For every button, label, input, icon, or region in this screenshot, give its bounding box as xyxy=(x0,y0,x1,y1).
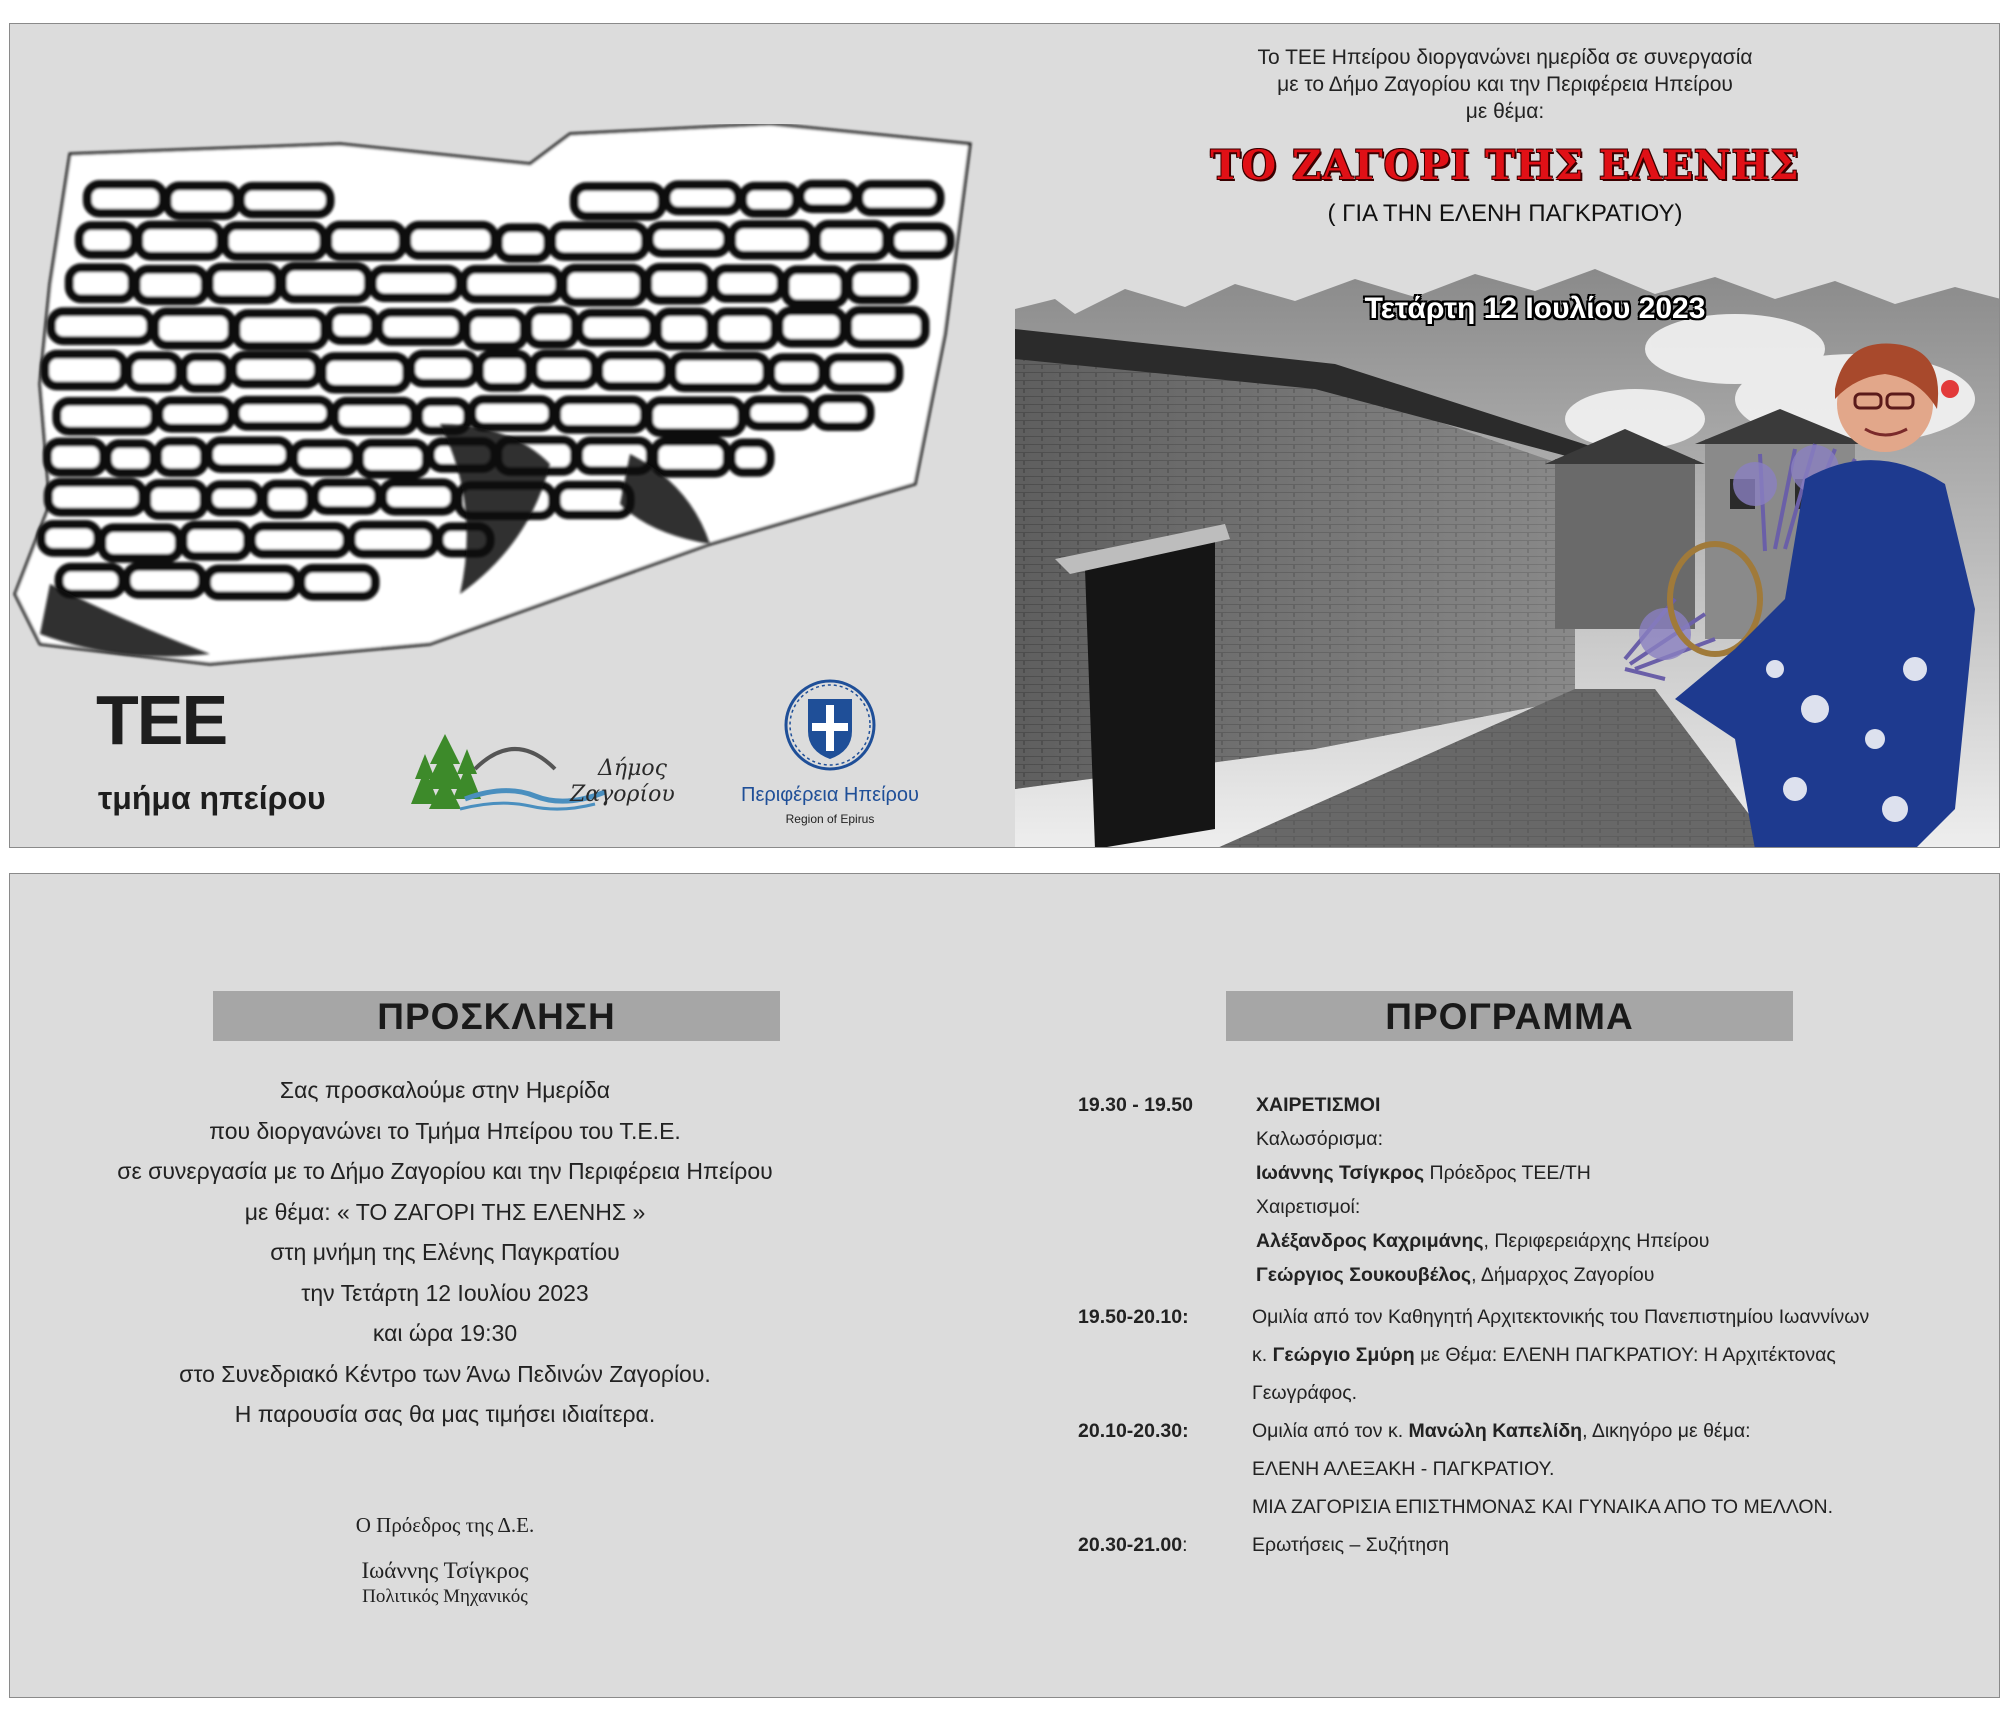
invitation-line: την Τετάρτη 12 Ιουλίου 2023 xyxy=(301,1279,589,1306)
invitation-text xyxy=(50,1070,840,1435)
wall-stone xyxy=(209,441,290,469)
tee-logo-subtitle: τμήμα ηπείρου xyxy=(98,780,326,816)
wall-stone xyxy=(183,525,247,556)
invitation-line: και ώρα 19:30 xyxy=(372,1320,518,1346)
wall-stone xyxy=(480,354,530,387)
wall-stone xyxy=(599,356,668,387)
invitation-line: με θέμα: « ΤΟ ΖΑΓΟΡΙ ΤΗΣ ΕΛΕΝΗΣ » xyxy=(244,1198,646,1225)
signature-block xyxy=(50,1511,840,1609)
event-intro xyxy=(1010,44,2000,125)
tee-logo xyxy=(88,680,398,840)
program-time: 19.30 - 19.50 xyxy=(1078,1094,1193,1116)
zagori-logo-line2: Ζαγορίου xyxy=(570,782,675,807)
wall-stone xyxy=(236,314,325,346)
wall-stone xyxy=(241,186,330,214)
program-time: 20.30-21.00 xyxy=(1078,1534,1183,1556)
program-line: Ομιλία από τον Καθηγητή Αρχιτεκτονικής του Πανεπιστημίου Ιωαννίνων xyxy=(1252,1306,1870,1328)
program-time-suffix: : xyxy=(1182,1534,1188,1556)
wall-stone xyxy=(147,484,204,516)
wall-stone xyxy=(715,312,775,346)
wall-stone xyxy=(139,225,221,256)
signature-title: Πολιτικός Μηχανικός xyxy=(362,1586,528,1607)
wall-stone xyxy=(771,358,823,388)
event-subtitle: ( ΓΙΑ ΤΗΝ ΕΛΕΝΗ ΠΑΓΚΡΑΤΙΟΥ) xyxy=(1327,200,1683,227)
program-text: με Θέμα: ΕΛΕΝΗ ΠΑΓΚΡΑΤΙΟΥ: Η Αρχιτέκτονας xyxy=(1414,1344,1836,1366)
wall-stone xyxy=(69,268,132,299)
wall-stone xyxy=(557,400,645,429)
wall-stone xyxy=(158,442,205,473)
wall-stone xyxy=(79,226,134,255)
wall-stone xyxy=(533,354,595,384)
wall-stone xyxy=(800,184,855,208)
wall-stone xyxy=(574,187,662,217)
program-text: κ. xyxy=(1252,1344,1273,1366)
wall-stone xyxy=(848,311,925,344)
wall-stone xyxy=(208,485,260,512)
wall-stone xyxy=(207,569,297,596)
wall-stone xyxy=(715,269,782,299)
intro-line: Το ΤΕΕ Ηπείρου διοργανώνει ημερίδα σε συνεργασία xyxy=(1257,46,1753,69)
tee-logo-mark: ΤΕΕ xyxy=(96,681,227,759)
wall-stone xyxy=(817,224,887,256)
wall-stone xyxy=(672,356,767,388)
wall-stone xyxy=(183,357,229,388)
zagori-logo-line1: Δήμος xyxy=(598,756,667,781)
welcome-speaker: Ιωάννης Τσίγκρος xyxy=(1256,1162,1425,1184)
wall-stone xyxy=(557,485,631,515)
wall-stone xyxy=(648,267,711,300)
wall-stone xyxy=(59,567,122,594)
wall-stone xyxy=(87,185,163,214)
greeting-role-2: , Δήμαρχος Ζαγορίου xyxy=(1471,1264,1655,1286)
program-text: Ομιλία από τον κ. xyxy=(1252,1420,1409,1442)
wall-stone xyxy=(552,226,646,257)
wall-stone xyxy=(329,311,375,341)
invitation-line: Σας προσκαλούμε στην Ημερίδα xyxy=(279,1077,611,1103)
welcome-role: Πρόεδρος ΤΕΕ/ΤΗ xyxy=(1424,1162,1591,1184)
flyer-front xyxy=(9,23,2000,848)
wall-stone xyxy=(732,225,813,256)
wall-stone xyxy=(209,267,278,300)
wall-stone xyxy=(360,443,427,474)
region-name: Περιφέρεια Ηπείρου xyxy=(741,784,919,806)
wall-stone xyxy=(499,228,548,259)
event-date-banner: Τετάρτη 12 Ιουλίου 2023 xyxy=(1364,292,1706,325)
wall-stone xyxy=(564,268,644,302)
wall-stone xyxy=(264,484,311,514)
wall-stone xyxy=(649,401,743,433)
wall-stone xyxy=(301,568,375,596)
wall-stone xyxy=(322,357,406,389)
intro-line: με το Δήμο Ζαγορίου και την Περιφέρεια Ηπείρου xyxy=(1277,73,1733,96)
program-text: ΜΙΑ ΖΑΓΟΡΙΣΙΑ ΕΠΙΣΤΗΜΟΝΑΣ ΚΑΙ ΓΥΝΑΙΚΑ ΑΠΟ ΤΟ ΜΕΛΛΟΝ. xyxy=(1252,1496,1834,1518)
zagori-logo-text xyxy=(570,756,675,808)
program-time: 20.10-20.30: xyxy=(1078,1420,1189,1442)
program-text: Ερωτήσεις – Συζήτηση xyxy=(1252,1534,1449,1556)
wall-stone xyxy=(283,267,369,299)
wall-stone xyxy=(294,444,356,472)
wall-stone xyxy=(102,528,179,558)
invitation-line: στη μνήμη της Ελένης Παγκρατίου xyxy=(270,1239,620,1265)
wall-stone xyxy=(731,443,770,472)
wall-stone xyxy=(411,354,476,383)
signature-role: Ο Πρόεδρος της Δ.Ε. xyxy=(355,1513,535,1537)
speaker-name: Γεώργιο Σμύρη xyxy=(1272,1344,1415,1366)
wall-stone xyxy=(383,483,455,511)
wall-stone xyxy=(467,313,525,346)
program-heading: ΠΡΟΓΡΑΜΜΑ xyxy=(1226,991,1793,1041)
flyer-back xyxy=(9,873,2000,1698)
wall-stone xyxy=(779,311,844,343)
event-title: ΤΟ ΖΑΓΟΡΙ ΤΗΣ ΕΛΕΝΗΣ xyxy=(1210,142,1800,189)
wall-stone xyxy=(51,312,151,341)
wall-stone xyxy=(849,268,914,299)
wall-stone xyxy=(654,441,727,473)
wall-stone xyxy=(155,312,232,345)
wall-stone xyxy=(328,225,403,256)
wall-stone xyxy=(859,185,940,212)
wall-stone xyxy=(407,225,495,255)
region-of-epirus-logo xyxy=(715,670,945,840)
wall-stone xyxy=(746,400,811,426)
wall-stone xyxy=(136,269,205,300)
invitation-line: σε συνεργασία με το Δήμο Ζαγορίου και την Περιφέρεια Ηπείρου xyxy=(117,1158,773,1184)
wall-stone xyxy=(48,482,143,512)
wall-stone xyxy=(233,355,319,383)
invitation-line: στο Συνεδριακό Κέντρο των Άνω Πεδινών Ζαγορίου. xyxy=(179,1360,711,1387)
wall-stone xyxy=(351,525,435,554)
region-name-english: Region of Epirus xyxy=(785,812,875,826)
village-street-photo xyxy=(1015,269,2000,848)
wall-stone xyxy=(108,444,154,473)
wall-stone xyxy=(890,227,950,255)
wall-stone xyxy=(528,310,575,344)
wall-stone xyxy=(372,269,459,297)
wall-stone xyxy=(159,401,231,428)
wall-stone xyxy=(472,400,553,428)
program-time: 19.50-20.10: xyxy=(1078,1306,1189,1328)
invitation-line: Η παρουσία σας θα μας τιμήσει ιδιαίτερα. xyxy=(234,1401,656,1427)
speaker-name: Μανώλη Καπελίδη xyxy=(1408,1420,1583,1442)
wall-stone xyxy=(464,269,560,299)
wall-stone xyxy=(45,354,124,386)
wall-stone xyxy=(127,567,203,595)
program-text: ΕΛΕΝΗ ΑΛΕΞΑΚΗ - ΠΑΓΚΡΑΤΙΟΥ. xyxy=(1252,1458,1555,1480)
program-text: , Δικηγόρο με θέμα: xyxy=(1582,1420,1751,1442)
intro-line: με θέμα: xyxy=(1465,100,1545,123)
wall-stone xyxy=(252,527,348,554)
greeting-speaker-1: Αλέξανδρος Καχριμάνης xyxy=(1256,1230,1484,1252)
program-title: ΧΑΙΡΕΤΙΣΜΟΙ xyxy=(1256,1094,1381,1116)
wall-stone xyxy=(48,442,104,472)
greeting-role-1: , Περιφερειάρχης Ηπείρου xyxy=(1483,1230,1710,1252)
greetings-label: Χαιρετισμοί: xyxy=(1256,1196,1361,1218)
wall-stone xyxy=(225,226,324,257)
wall-stone xyxy=(666,185,738,211)
wall-stone xyxy=(335,401,415,430)
welcome-label: Καλωσόρισμα: xyxy=(1256,1128,1383,1150)
wall-stone xyxy=(816,399,870,427)
greeting-speaker-2: Γεώργιος Σουκουβέλος xyxy=(1256,1264,1472,1286)
zagori-municipality-logo xyxy=(405,704,695,824)
invitation-line: που διοργανώνει το Τμήμα Ηπείρου του Τ.Ε.Ε. xyxy=(209,1117,681,1144)
wall-stone xyxy=(650,226,728,253)
wall-stone xyxy=(41,525,98,553)
wall-stone xyxy=(128,356,179,388)
stone-wall-illustration xyxy=(10,124,990,684)
wall-stone xyxy=(785,270,845,304)
wall-stone xyxy=(658,312,711,346)
wall-stone xyxy=(579,313,654,342)
wall-stone xyxy=(743,186,797,213)
wall-stone xyxy=(235,400,330,426)
wall-stone xyxy=(827,358,899,388)
wall-stone xyxy=(315,483,379,511)
wall-stone xyxy=(379,313,462,342)
invitation-heading: ΠΡΟΣΚΛΗΣΗ xyxy=(213,991,780,1041)
greek-coat-of-arms-icon xyxy=(715,670,945,780)
program-text: Γεωγράφος. xyxy=(1252,1382,1358,1404)
wall-stone xyxy=(167,186,236,216)
signature-name: Ιωάννης Τσίγκρος xyxy=(361,1558,529,1583)
wall-stone xyxy=(57,402,155,432)
